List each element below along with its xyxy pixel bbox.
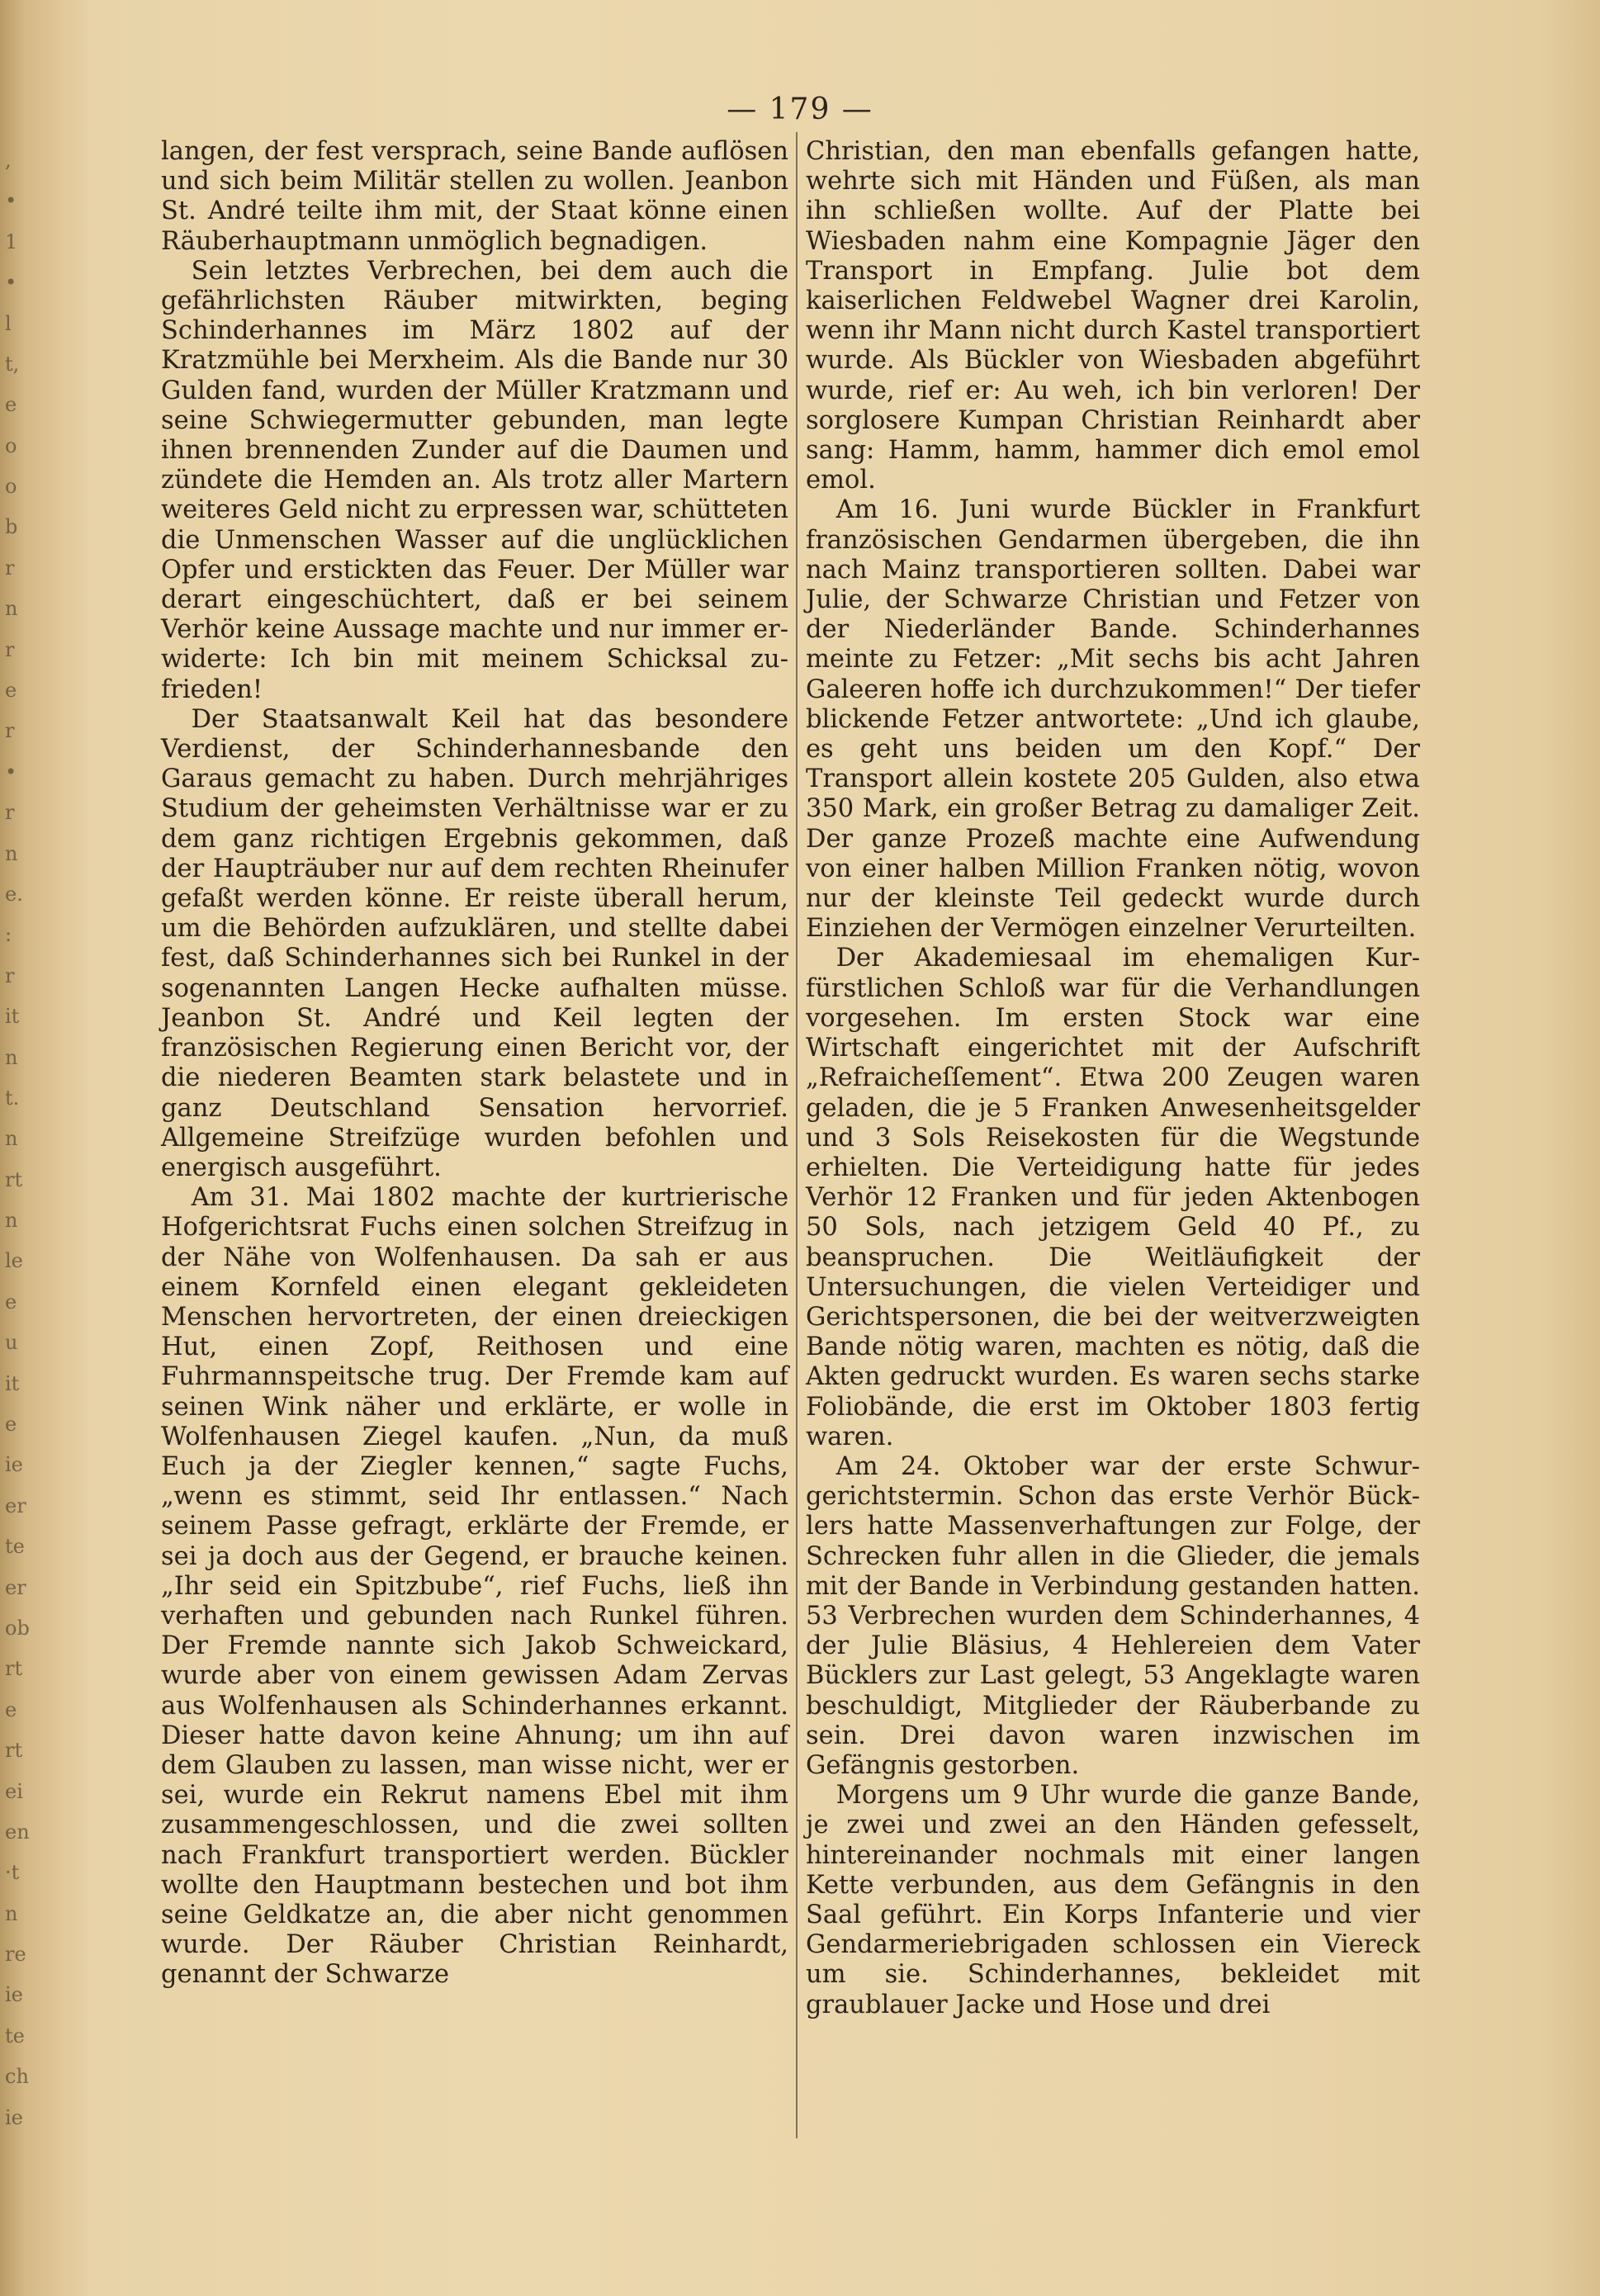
gutter-text-fragment: t.	[5, 1086, 20, 1110]
gutter-text-fragment: ·t	[5, 1861, 20, 1884]
gutter-text-fragment: •	[5, 271, 17, 294]
gutter-text-fragment: •	[5, 189, 17, 212]
gutter-text-fragment: u	[5, 1331, 18, 1354]
gutter-text-fragment: e	[5, 393, 17, 416]
gutter-text-fragment: b	[5, 515, 18, 538]
gutter-text-fragment: r	[5, 638, 15, 661]
gutter-text-fragment: n	[5, 1902, 18, 1925]
left-column-paragraph: langen, der fest versprach, seine Bande auflösen und sich beim Militär stellen zu wollen. Jeanbon St. André teilte ihm mit, der Staat könne einen Räuberhauptmann unmöglich begnadigen.	[161, 137, 788, 256]
gutter-text-fragment: r	[5, 719, 15, 742]
gutter-text-fragment: te	[5, 1535, 25, 1558]
gutter-text-fragment: it	[5, 1372, 20, 1395]
gutter-text-fragment: er	[5, 1576, 26, 1599]
right-column-paragraph: Am 16. Juni wurde Bückler in Frankfurt französischen Gendarmen übergeben, die ihn nach Mainz transportieren sollten. Dabei war Julie, der Schwarze Christian und Fetzer von der Niederländer Bande. Schinderhannes meinte zu Fetzer: „Mit sechs bis acht Jahren Galeeren hoffe ich durchzukommen!“ Der tiefer blickende Fetzer antwortete: „Und ich glaube, es geht uns beiden um den Kopf.“ Der Transport allein kostete 205 Gulden, also etwa 350 Mark, ein großer Betrag zu damaliger Zeit. Der ganze Prozeß machte eine Aufwendung von einer halben Million Franken nötig, wovon nur der kleinste Teil gedeckt wurde durch Einziehen der Vermögen einzelner Verurteilten.	[806, 495, 1420, 944]
left-column-paragraph: Am 31. Mai 1802 machte der kurtrierische Hofgerichtsrat Fuchs einen solchen Streifzug in der Nähe von Wolfenhausen. Da sah er aus einem Kornfeld einen elegant gekleideten Menschen hervortreten, der einen dreieckigen Hut, einen Zopf, Reithosen und eine Fuhrmannspeitsche trug. Der Fremde kam auf seinen Wink näher und erklärte, er wolle in Wolfenhausen Ziegel kaufen. „Nun, da muß Euch ja der Ziegler kennen,“ sagte Fuchs, „wenn es stimmt, seid Ihr entlassen.“ Nach seinem Passe gefragt, erklärte der Fremde, er sei ja doch aus der Gegend, er brauche keinen. „Ihr seid ein Spitzbube“, rief Fuchs, ließ ihn verhaften und gebunden nach Runkel führen. Der Fremde nannte sich Jakob Schweickard, wurde aber von einem gewissen Adam Zervas aus Wolfenhausen als Schinderhannes erkannt. Dieser hatte davon keine Ahnung; um ihn auf dem Glauben zu lassen, man wisse nicht, wer er sei, wurde ein Rekrut namens Ebel mit ihm zusammengeschlossen, und die zwei sollten nach Frankfurt transportiert werden. Bückler wollte den Hauptmann bestechen und bot ihm seine Geldkatze an, die aber nicht genommen wurde. Der Räuber Christian Reinhardt, genannt der Schwarze	[161, 1183, 788, 1990]
gutter-text-fragment: er	[5, 1494, 26, 1517]
gutter-text-fragment: ei	[5, 1780, 23, 1803]
gutter-text-fragment: ie	[5, 2106, 23, 2129]
gutter-text-fragment: re	[5, 1943, 26, 1966]
gutter-text-fragment: rt	[5, 1168, 23, 1191]
gutter-text-fragment: r	[5, 801, 15, 824]
gutter-text-fragment: n	[5, 597, 18, 620]
gutter-text-fragment: it	[5, 1005, 20, 1028]
gutter-text-fragment: o	[5, 475, 17, 498]
left-text-column	[161, 137, 788, 1991]
gutter-text-fragment: 1	[5, 230, 18, 253]
gutter-text-fragment: ob	[5, 1617, 30, 1640]
gutter-text-fragment: ch	[5, 2065, 29, 2088]
gutter-text-fragment: e	[5, 1290, 17, 1314]
gutter-text-fragment: r	[5, 556, 15, 580]
gutter-text-fragment: n	[5, 1046, 18, 1069]
right-column-paragraph: Morgens um 9 Uhr wurde die ganze Bande, je zwei und zwei an den Händen gefesselt, hintereinander nochmals mit einer langen Kette verbunden, aus dem Gefängnis in den Saal geführt. Ein Korps Infanterie und vier Gendarmeriebrigaden schlossen ein Viereck um sie. Schinderhannes, bekleidet mit graublauer Jacke und Hose und drei	[806, 1781, 1420, 2019]
gutter-text-fragment: n	[5, 1209, 18, 1232]
gutter-text-fragment: ie	[5, 1453, 23, 1476]
right-column-paragraph: Am 24. Oktober war der erste Schwurgerichtstermin. Schon das erste Verhör Bücklers hatte Massenverhaftungen zur Folge, der Schrecken fuhr allen in die Glieder, die jemals mit der Bande in Verbindung gestanden hatten. 53 Verbrechen wurden dem Schinderhannes, 4 der Julie Bläsius, 4 Hehlereien dem Vater Bücklers zur Last gelegt, 53 Angeklagte waren beschuldigt, Mitglieder der Räuberbande zu sein. Drei davon waren inzwischen im Gefängnis gestorben.	[806, 1451, 1420, 1780]
gutter-text-fragment: en	[5, 1820, 30, 1844]
binding-gutter	[0, 0, 91, 2296]
gutter-text-fragment: te	[5, 2024, 25, 2047]
gutter-text-fragment: ,	[5, 149, 12, 172]
left-column-paragraph: Sein letztes Verbrechen, bei dem auch die gefährlichsten Räuber mitwirkten, beging Schinderhannes im März 1802 auf der Kratzmühle bei Merxheim. Als die Bande nur 30 Gulden fand, wurden der Müller Kratzmann und seine Schwiegermutter gebunden, man legte ihnen brennenden Zunder auf die Daumen und zündete die Hemden an. Als trotz aller Martern weiteres Geld nicht zu erpressen war, schütteten die Unmenschen Wasser auf die unglücklichen Opfer und erstickten das Feuer. Der Müller war derart eingeschüchtert, daß er bei seinem Verhör keine Aussage machte und nur immer erwiderte: Ich bin mit meinem Schicksal zufrieden!	[161, 256, 788, 704]
gutter-text-fragment: o	[5, 434, 17, 457]
gutter-text-fragment: :	[5, 923, 12, 946]
gutter-text-fragment: e	[5, 679, 17, 702]
gutter-text-fragment: •	[5, 760, 17, 783]
right-column-paragraph: Christian, den man ebenfalls gefangen hatte, wehrte sich mit Händen und Füßen, als man ihn schließen wollte. Auf der Platte bei Wiesbaden nahm eine Kompagnie Jäger den Transport in Empfang. Julie bot dem kaiserlichen Feldwebel Wagner drei Karolin, wenn ihr Mann nicht durch Kastel transportiert wurde. Als Bückler von Wiesbaden abgeführt wurde, rief er: Au weh, ich bin verloren! Der sorglosere Kumpan Christian Reinhardt aber sang: Hamm, hamm, hammer dich emol emol emol.	[806, 137, 1420, 495]
gutter-text-fragment: n	[5, 842, 18, 865]
gutter-text-fragment: rt	[5, 1739, 23, 1762]
page-number: — 179 —	[727, 92, 873, 126]
gutter-text-fragment: r	[5, 964, 15, 987]
gutter-text-fragment: t,	[5, 353, 20, 376]
right-column-paragraph: Der Akademiesaal im ehemaligen Kurfürstlichen Schloß war für die Verhandlungen vorgesehen. Im ersten Stock war eine Wirtschaft eingerichtet mit der Aufschrift „Refraicheſſement“. Etwa 200 Zeugen waren geladen, die je 5 Franken Anwesenheitsgelder und 3 Sols Reisekosten für die Wegstunde erhielten. Die Verteidigung hatte für jedes Verhör 12 Franken und für jeden Aktenbogen 50 Sols, nach jetzigem Geld 40 Pf., zu beanspruchen. Die Weitläufigkeit der Untersuchungen, die vielen Verteidiger und Gerichtspersonen, die bei der weitverzweigten Bande nötig waren, machten es nötig, daß die Akten gedruckt wurden. Es waren sechs starke Foliobände, die erst im Oktober 1803 fertig waren.	[806, 944, 1420, 1451]
gutter-text-fragment: e	[5, 1698, 17, 1721]
gutter-text-fragment: e	[5, 1413, 17, 1436]
column-divider	[796, 132, 798, 2138]
right-text-column	[806, 137, 1420, 2020]
left-column-paragraph: Der Staatsanwalt Keil hat das besondere Verdienst, der Schinderhannesbande den Garaus gemacht zu haben. Durch mehrjähriges Studium der geheimsten Verhältnisse war er zu dem ganz richtigen Ergebnis gekommen, daß der Haupträuber nur auf dem rechten Rheinufer gefaßt werden könne. Er reiste überall herum, um die Behörden aufzuklären, und stellte dabei fest, daß Schinderhannes sich bei Runkel in der sogenannten Langen Hecke aufhalten müsse. Jeanbon St. André und Keil legten der französischen Regierung einen Bericht vor, der die niederen Beamten stark belastete und in ganz Deutschland Sensation hervorrief. Allgemeine Streifzüge wurden befohlen und energisch ausgeführt.	[161, 704, 788, 1182]
gutter-text-fragment: ie	[5, 1983, 23, 2006]
gutter-text-fragment: l	[5, 312, 12, 335]
gutter-text-fragment: n	[5, 1127, 18, 1150]
gutter-text-fragment: rt	[5, 1657, 23, 1680]
gutter-text-fragment: le	[5, 1249, 23, 1272]
gutter-text-fragment: e.	[5, 883, 23, 906]
